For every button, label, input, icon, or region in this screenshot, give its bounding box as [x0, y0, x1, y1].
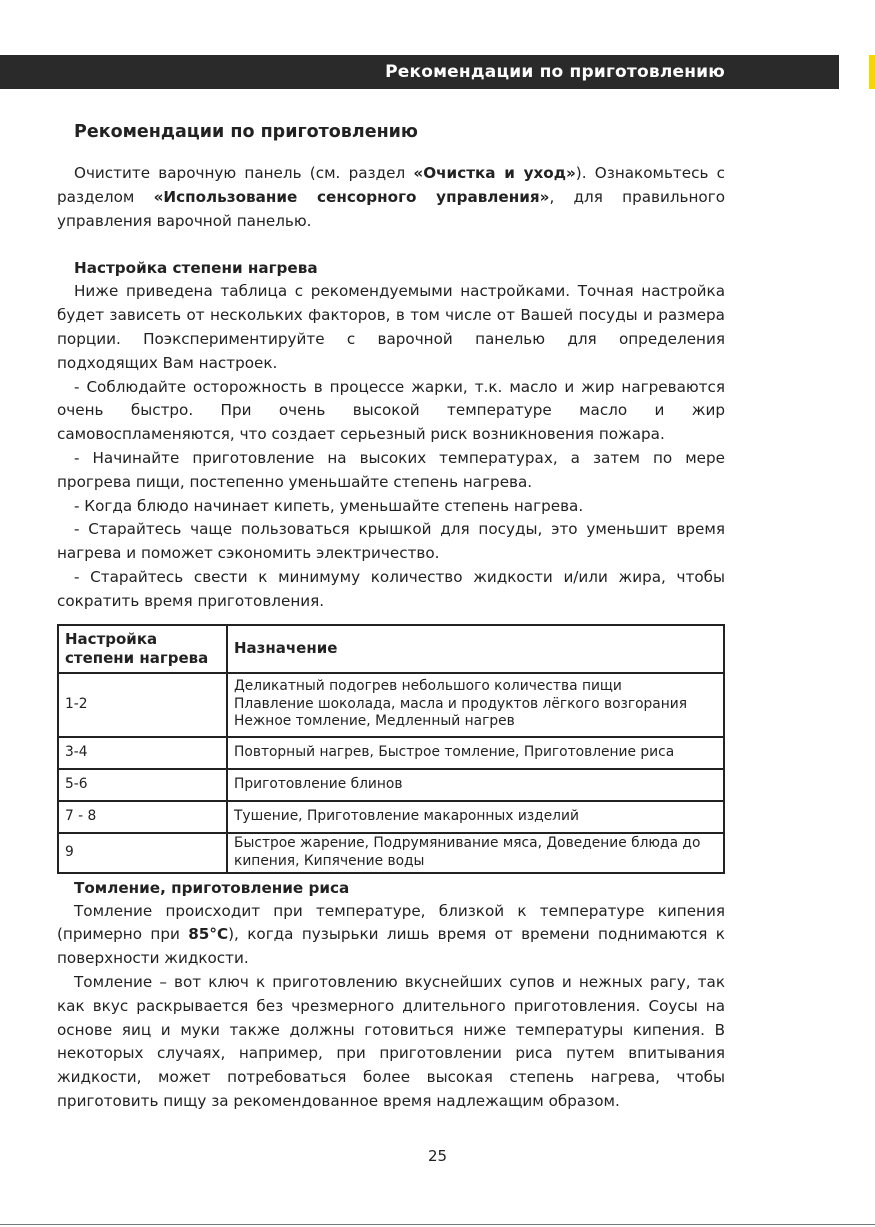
- table-row: [58, 833, 724, 873]
- table-body: [58, 673, 724, 873]
- heat-level-cell: 7 - 8: [58, 801, 227, 833]
- purpose-line: Плавление шоколада, масла и продуктов лёгкого возгорания: [234, 695, 688, 712]
- page-number: 25: [427, 1147, 448, 1165]
- simmer-paragraph-2: Томление – вот ключ к приготовлению вкуснейших супов и нежных рагу, так как вкус раскрывается без чрезмерного длительного приготовления. Соусы на основе яиц и муки также должны готовиться ниже температуры кипения. В некоторых случаях, например, при приготовлении риса путем впитывания жидкости, может потребоваться более высокая степень нагрева, чтобы приготовить пищу за рекомендованное время надлежащим образом.: [57, 972, 725, 1110]
- purpose-cell: [227, 833, 724, 873]
- simmer-paragraph-1: [57, 900, 725, 971]
- header-title: Рекомендации по приготовлению: [385, 62, 725, 82]
- intro-paragraph: [57, 162, 725, 233]
- heat-paragraph: - Когда блюдо начинает кипеть, уменьшайте степень нагрева.: [74, 496, 584, 515]
- accent-tab: [869, 55, 875, 89]
- page-title: Рекомендации по приготовлению: [74, 122, 418, 142]
- heat-level-cell: 9: [58, 833, 227, 873]
- text-run: Очистите варочную панель (см. раздел: [74, 164, 414, 182]
- table-row: [58, 737, 724, 769]
- bottom-rule: [0, 1224, 875, 1225]
- purpose-cell: [227, 769, 724, 801]
- purpose-cell: [227, 801, 724, 833]
- bold-text: «Использование сенсорного управления»: [153, 187, 550, 206]
- spacer: [57, 233, 725, 256]
- heat-paragraph: - Старайтесь чаще пользоваться крышкой для посуды, это уменьшит время нагрева и поможет сэкономить электричество.: [57, 520, 725, 563]
- heat-level-cell: 3-4: [58, 737, 227, 769]
- header-bar: [0, 55, 839, 89]
- main-content: [57, 118, 725, 1114]
- table-row: [58, 673, 724, 737]
- table-row: [58, 801, 724, 833]
- heat-paragraph: - Старайтесь свести к минимуму количество жидкости и/или жира, чтобы сократить время приготовления.: [57, 567, 725, 610]
- heat-heading: Настройка степени нагрева: [74, 259, 318, 278]
- table-row: [58, 769, 724, 801]
- purpose-line: Деликатный подогрев небольшого количества пищи: [234, 678, 622, 695]
- heat-settings-table: [57, 624, 725, 874]
- text-run: Томление происходит при температуре, близкой к температуре кипения (примерно при: [57, 901, 725, 944]
- purpose-line: Повторный нагрев, Быстрое томление, Приготовление риса: [234, 743, 675, 760]
- purpose-line: Приготовление блинов: [234, 775, 403, 792]
- text-run: , для правильного управления варочной панелью.: [57, 187, 725, 230]
- text-run: ), когда пузырьки лишь время от времени поднимаются к поверхности жидкости.: [57, 925, 725, 968]
- heat-paragraph: - Начинайте приготовление на высоких температурах, а затем по мере прогрева пищи, постепенно уменьшайте степень нагрева.: [57, 448, 725, 491]
- table-header-level: Настройка степени нагрева: [58, 625, 227, 673]
- purpose-cell: [227, 673, 724, 737]
- heat-paragraphs: [57, 280, 725, 613]
- purpose-line: Тушение, Приготовление макаронных изделий: [234, 807, 579, 824]
- table-header-purpose: Назначение: [227, 625, 724, 673]
- purpose-line: Нежное томление, Медленный нагрев: [234, 713, 515, 730]
- heat-level-cell: 5-6: [58, 769, 227, 801]
- purpose-line: Быстрое жарение, Подрумянивание мяса, Доведение блюда до кипения, Кипячение воды: [234, 835, 701, 869]
- text-run: ). Ознакомьтесь с разделом: [57, 164, 725, 206]
- table-header-row: [58, 625, 724, 673]
- bold-text: «Очистка и уход»: [413, 164, 576, 182]
- bold-text: 85°C: [188, 925, 229, 944]
- purpose-cell: [227, 737, 724, 769]
- simmer-heading: Томление, приготовление риса: [74, 878, 350, 897]
- heat-paragraph: Ниже приведена таблица с рекомендуемыми настройками. Точная настройка будет зависеть от нескольких факторов, в том числе от Вашей посуды и размера порции. Поэкспериментируйте с варочной панелью для определения подходящих Вам настроек.: [57, 282, 725, 372]
- heat-level-cell: 1-2: [58, 673, 227, 737]
- heat-paragraph: - Соблюдайте осторожность в процессе жарки, т.к. масло и жир нагреваются очень быстро. При очень высокой температуре масло и жир самовоспламеняются, что создает серьезный риск возникновения пожара.: [57, 377, 725, 444]
